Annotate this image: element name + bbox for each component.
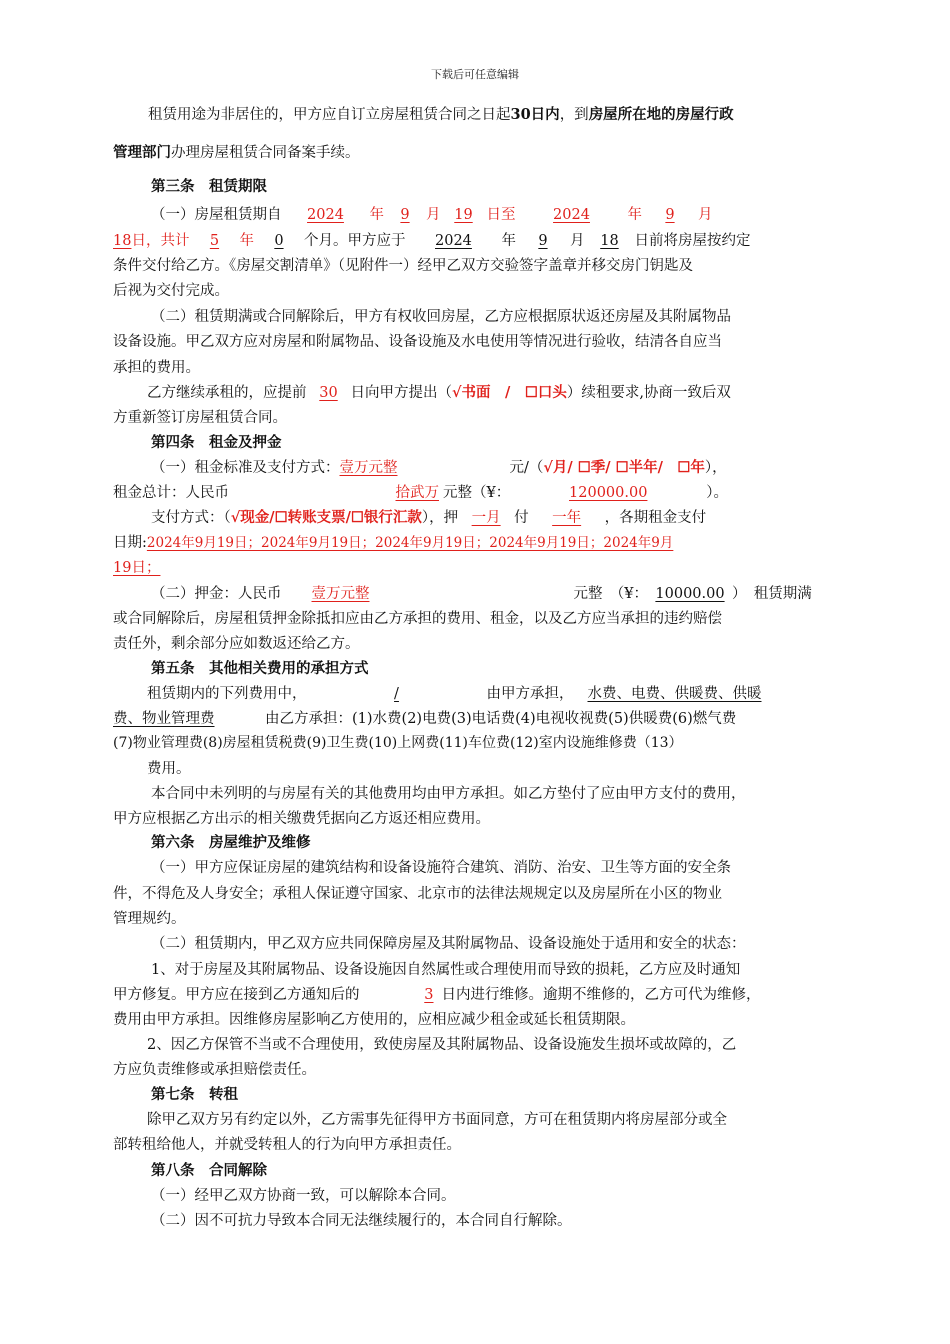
payment-dates: 2024年9月19日；2024年9月19日；2024年9月19日；2024年9月19日；2024年9月 (146, 535, 674, 551)
start-day: 19 (454, 207, 473, 223)
paragraph-line: 部转租给他人，并就受转租人的行为向甲方承担责任。 (113, 1137, 461, 1153)
text: 日内进行维修。逾期不维修的，乙方可代为维修， (441, 987, 761, 1003)
paragraph-line: 方重新签订房屋租赁合同。 (113, 410, 287, 426)
text: 年 (501, 233, 516, 249)
payment-method-line (151, 506, 876, 527)
section-heading: 第八条 合同解除 (151, 1162, 267, 1179)
paragraph-line: （一）经甲乙双方协商一致，可以解除本合同。 (151, 1188, 456, 1204)
paragraph-line: 承担的费用。 (113, 360, 200, 376)
repair-days: 3 (424, 987, 434, 1003)
paragraph-line: 2、因乙方保管不当或不合理使用，致使房屋及其附属物品、设备设施发生损坏或故障的，乙 (147, 1037, 737, 1053)
text: （一）房屋租赁期自 (151, 207, 282, 223)
paragraph-line: 1、对于房屋及其附属物品、设备设施因自然属性或合理使用而导致的损耗，乙方应及时通知 (151, 962, 741, 978)
start-year: 2024 (307, 207, 344, 223)
lease-period-line (151, 203, 876, 224)
payment-dates-line (113, 531, 838, 552)
text: ）。 (706, 485, 728, 501)
text: （一）租金标准及支付方式： (151, 460, 340, 476)
party-a-fees: / (394, 686, 399, 702)
paragraph-line: （二）租赁期内，甲乙双方应共同保障房屋及其附属物品、设备设施处于适用和安全的状态： (151, 936, 746, 952)
paragraph-line (113, 229, 838, 250)
rent-total-line (113, 481, 838, 502)
text: 30日内 (510, 106, 560, 123)
paragraph-line: 除甲乙双方另有约定以外，乙方需事先征得甲方书面同意，方可在租赁期内将房屋部分或全 (147, 1112, 727, 1128)
text: 支付方式：（ (151, 510, 231, 526)
party-b-fees-cont: 费、物业管理费 (113, 711, 215, 727)
paragraph-line (113, 556, 838, 577)
text: ），押 (421, 510, 459, 526)
page-header: 下载后可任意编辑 (431, 68, 519, 81)
deposit-amount: 10000.00 (655, 586, 725, 602)
pay-term: 一年 (552, 510, 582, 526)
fees-line (147, 682, 872, 703)
paragraph-line: (7)物业管理费(8)房屋租赁税费(9)卫生费(10)上网费(11)车位费(12)室内设施维修费（13） (113, 735, 683, 751)
text: 甲方修复。甲方应在接到乙方通知后的 (113, 987, 360, 1003)
text: 租金总计：人民币 (113, 485, 229, 501)
text: 日期: (113, 535, 147, 551)
text: ，各期租金支付 (604, 510, 707, 526)
section-heading: 第七条 转租 (151, 1086, 238, 1103)
text: 年 (239, 233, 254, 249)
deposit-cn: 壹万元整 (311, 586, 370, 602)
renewal-method-checkbox: √书面 / ☐口头 (452, 384, 567, 401)
payment-method-checkbox: √现金/☐转账支票/☐银行汇款 (230, 509, 422, 526)
section-heading: 第三条 租赁期限 (151, 178, 267, 195)
paragraph-line: 责任外，剩余部分应如数返还给乙方。 (113, 636, 360, 652)
paragraph-line: 设备设施。甲乙双方应对房屋和附属物品、设备设施及水电使用等情况进行验收，结清各自应当 (113, 334, 722, 350)
paragraph-line: （二）租赁期满或合同解除后，甲方有权收回房屋，乙方应根据原状返还房屋及其附属物品 (151, 309, 731, 325)
end-month: 9 (665, 207, 675, 223)
text: 付 (514, 510, 529, 526)
text: 房屋所在地的房屋行政 (588, 106, 734, 123)
renewal-notice-days: 30 (319, 385, 338, 401)
paragraph-line: 本合同中未列明的与房屋有关的其他费用均由甲方承担。如乙方垫付了应由甲方支付的费用， (151, 786, 746, 802)
end-day: 18 (113, 233, 132, 249)
start-month: 9 (400, 207, 410, 223)
text: 月 (698, 207, 713, 223)
deposit-line (151, 582, 876, 603)
payment-dates-cont: 19日； (113, 560, 161, 576)
rent-total-cn: 拾武万 (395, 485, 439, 501)
handover-day: 18 (600, 233, 619, 249)
text: ，到 (559, 107, 589, 123)
text: 年 (627, 207, 642, 223)
paragraph-line: 后视为交付完成。 (113, 283, 229, 299)
text: 元整（¥： (443, 485, 511, 501)
text: 租赁用途为非居住的，甲方应自订立房屋租赁合同之日起 (148, 107, 511, 123)
rent-total-amount: 120000.00 (569, 485, 648, 501)
fees-line-2 (113, 707, 838, 728)
rent-standard-line (151, 456, 876, 477)
section-heading: 第四条 租金及押金 (151, 434, 282, 451)
text: 乙方继续承租的，应提前 (147, 385, 307, 401)
text: ） 租赁期满 (731, 586, 812, 602)
text: ）续租要求,协商一致后双 (566, 385, 731, 401)
party-b-fees: 水费、电费、供暖费、供暖 (587, 686, 762, 702)
end-year: 2024 (553, 207, 590, 223)
paragraph-line: 条件交付给乙方。《房屋交割清单》（见附件一）经甲乙双方交验签字盖章并移交房门钥匙及 (113, 258, 693, 274)
total-months: 0 (274, 233, 284, 249)
section-heading: 第五条 其他相关费用的承担方式 (151, 660, 369, 677)
paragraph-line: （一）甲方应保证房屋的建筑结构和设备设施符合建筑、消防、治安、卫生等方面的安全条 (151, 860, 731, 876)
paragraph-line: 甲方应根据乙方出示的相关缴费凭据向乙方返还相应费用。 (113, 811, 490, 827)
text: 元/（ (509, 460, 544, 476)
rent-standard: 壹万元整 (339, 460, 398, 476)
text: 由乙方承担：(1)水费(2)电费(3)电话费(4)电视收视费(5)供暖费(6)燃气费 (265, 711, 737, 727)
paragraph-line: 或合同解除后，房屋租赁押金除抵扣应由乙方承担的费用、租金，以及乙方应当承担的违约赔偿 (113, 611, 722, 627)
text: 由甲方承担， (486, 686, 574, 702)
deposit-term: 一月 (471, 510, 501, 526)
text: 日，共计 (131, 233, 190, 249)
text: 元整 （¥： (573, 586, 648, 602)
handover-year: 2024 (435, 233, 472, 249)
repair-days-line (113, 983, 838, 1004)
handover-month: 9 (538, 233, 548, 249)
renewal-line (147, 381, 872, 402)
paragraph-line: 管理规约。 (113, 911, 186, 927)
total-years: 5 (209, 233, 220, 249)
rent-period-checkbox: √月/ ☐季/ ☐半年/ ☐年 (543, 459, 705, 476)
text: 月 (426, 207, 441, 223)
paragraph-line: 费用由甲方承担。因维修房屋影响乙方使用的，应相应减少租金或延长租赁期限。 (113, 1012, 635, 1028)
text: 个月。甲方应于 (303, 233, 406, 249)
paragraph-line (113, 141, 838, 162)
text: 日前将房屋按约定 (634, 233, 751, 249)
paragraph-line (148, 103, 873, 124)
text: 年 (369, 207, 384, 223)
text: 管理部门 (113, 144, 171, 161)
text: 租赁期内的下列费用中， (147, 686, 307, 702)
paragraph-line: 费用。 (147, 761, 191, 777)
text: （二）押金：人民币 (151, 586, 282, 602)
text: 日向甲方提出（ (350, 385, 452, 401)
text: 日至 (486, 207, 516, 223)
text: ）， (704, 460, 727, 476)
paragraph-line: 方应负责维修或承担赔偿责任。 (113, 1062, 316, 1078)
text: 月 (569, 233, 585, 249)
paragraph-line: 件，不得危及人身安全；承租人保证遵守国家、北京市的法律法规规定以及房屋所在小区的物业 (113, 886, 722, 902)
text: 办理房屋租赁合同备案手续。 (171, 145, 360, 161)
paragraph-line: （二）因不可抗力导致本合同无法继续履行的，本合同自行解除。 (151, 1213, 572, 1229)
section-heading: 第六条 房屋维护及维修 (151, 834, 311, 851)
